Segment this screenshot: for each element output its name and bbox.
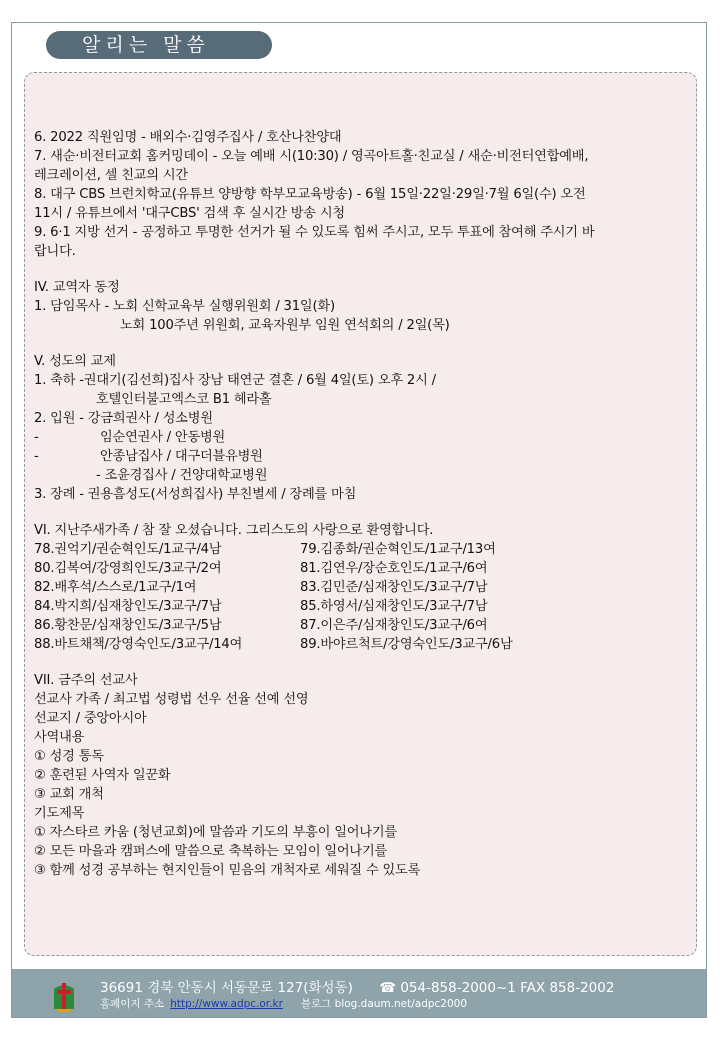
footer-bar xyxy=(12,969,706,1017)
church-address: 36691 경북 안동시 서동문로 127(화성동) xyxy=(100,980,353,996)
section4-line1: 1. 담임목사 - 노회 신학교육부 실행위원회 / 31일(화) xyxy=(34,299,335,314)
section-title: 알리는 말씀 xyxy=(46,31,272,59)
dash-marker: - xyxy=(34,449,39,464)
missionary-line: 선교사 가족 / 최고법 성령법 선우 선율 선예 선영 xyxy=(34,692,309,707)
phone-icon: ☎ xyxy=(379,980,397,996)
new-family-member: 83.김민준/심재창인도/3교구/7남 xyxy=(300,580,488,595)
missionary-line: ① 자스타르 카움 (청년교회)에 말씀과 기도의 부흥이 일어나기를 xyxy=(34,825,397,840)
new-family-member: 78.권억기/권순혁인도/1교구/4남 xyxy=(34,542,222,557)
section5-heading: V. 성도의 교제 xyxy=(34,354,116,369)
new-family-list xyxy=(34,540,694,654)
new-family-member: 79.김종화/권순혁인도/1교구/13여 xyxy=(300,542,496,557)
new-family-member: 89.바야르척트/강영숙인도/3교구/6남 xyxy=(300,637,513,652)
missionary-line: 선교지 / 중앙아시아 xyxy=(34,711,147,726)
section4-heading: IV. 교역자 동정 xyxy=(34,280,120,295)
new-family-member: 86.황찬문/심재창인도/3교구/5남 xyxy=(34,618,222,633)
church-address-line xyxy=(100,976,614,996)
blog-address: 블로그 blog.daum.net/adpc2000 xyxy=(300,998,468,1010)
section5-line7: 3. 장례 - 권용흠성도(서성희집사) 부친별세 / 장례를 마침 xyxy=(34,487,357,502)
section5-line4: 임순연권사 / 안동병원 xyxy=(100,430,226,445)
announcement-8-cont: 11시 / 유튜브에서 '대구CBS' 검색 후 실시간 방송 시청 xyxy=(34,206,345,221)
section5-line5: 안종남집사 / 대구더블유병원 xyxy=(100,449,263,464)
announcement-8: 8. 대구 CBS 브런치학교(유튜브 양방향 학부모교육방송) - 6월 15일·22일·29일·7월 6일(수) 오전 xyxy=(34,187,586,202)
announcement-9-cont: 랍니다. xyxy=(34,244,76,259)
new-family-member: 87.이은주/심재창인도/3교구/6여 xyxy=(300,618,488,633)
announcement-7-cont: 레크레이션, 셀 친교의 시간 xyxy=(34,168,188,183)
homepage-link[interactable]: http://www.adpc.or.kr xyxy=(170,998,283,1010)
announcement-7: 7. 새순·비전터교회 홈커밍데이 - 오늘 예배 시(10:30) / 영곡아트홀·친교실 / 새순·비전터연합예배, xyxy=(34,149,589,164)
section5-line3: 2. 입원 - 강금희권사 / 성소병원 xyxy=(34,411,213,426)
homepage-label: 홈페이지 주소 xyxy=(100,998,165,1010)
announcement-6: 6. 2022 직원임명 - 배외수·김영주집사 / 호산나찬양대 xyxy=(34,130,342,145)
section6-heading: VI. 지난주새가족 / 참 잘 오셨습니다. 그리스도의 사랑으로 환영합니다. xyxy=(34,523,434,538)
homepage-line xyxy=(100,996,467,1011)
missionary-line: ③ 함께 성경 공부하는 현지인들이 믿음의 개척자로 세워질 수 있도록 xyxy=(34,863,421,878)
section4-line2: 노회 100주년 위원회, 교육자원부 임원 연석회의 / 2일(목) xyxy=(120,318,450,333)
announcement-9: 9. 6·1 지방 선거 - 공정하고 투명한 선거가 될 수 있도록 힘써 주시고, 모두 투표에 참여해 주시기 바 xyxy=(34,225,595,240)
new-family-member: 84.박지희/심재창인도/3교구/7남 xyxy=(34,599,222,614)
missionary-line: 기도제목 xyxy=(34,806,85,821)
missionary-line: ③ 교회 개척 xyxy=(34,787,104,802)
new-family-member: 85.하영서/심재창인도/3교구/7남 xyxy=(300,599,488,614)
missionary-line: 사역내용 xyxy=(34,730,85,745)
section5-line1: 1. 축하 -권대기(김선희)집사 장남 태연군 결혼 / 6월 4일(토) 오후 2시 / xyxy=(34,373,436,388)
phone-fax: 054-858-2000~1 FAX 858-2002 xyxy=(400,980,615,996)
missionary-line: ② 훈련된 사역자 일꾼화 xyxy=(34,768,171,783)
section7-heading: VII. 금주의 선교사 xyxy=(34,673,138,688)
new-family-member: 88.바트채책/강영숙인도/3교구/14여 xyxy=(34,637,243,652)
new-family-member: 82.배후석/스스로/1교구/1여 xyxy=(34,580,197,595)
section5-line6: - 조윤경집사 / 건양대학교병원 xyxy=(96,468,268,483)
section5-line2: 호텔인터불고엑스코 B1 헤라홀 xyxy=(96,392,272,407)
section5-line4-row xyxy=(34,428,694,447)
new-family-member: 80.김복여/강영희인도/3교구/2여 xyxy=(34,561,222,576)
missionary-line: ② 모든 마을과 캠퍼스에 말씀으로 축복하는 모임이 일어나기를 xyxy=(34,844,388,859)
announcement-content xyxy=(34,128,694,880)
missionary-line: ① 성경 통독 xyxy=(34,749,104,764)
dash-marker: - xyxy=(34,430,39,445)
section5-line5-row xyxy=(34,447,694,466)
church-cross-logo-icon xyxy=(50,979,78,1013)
new-family-member: 81.김연우/장순호인도/1교구/6여 xyxy=(300,561,488,576)
